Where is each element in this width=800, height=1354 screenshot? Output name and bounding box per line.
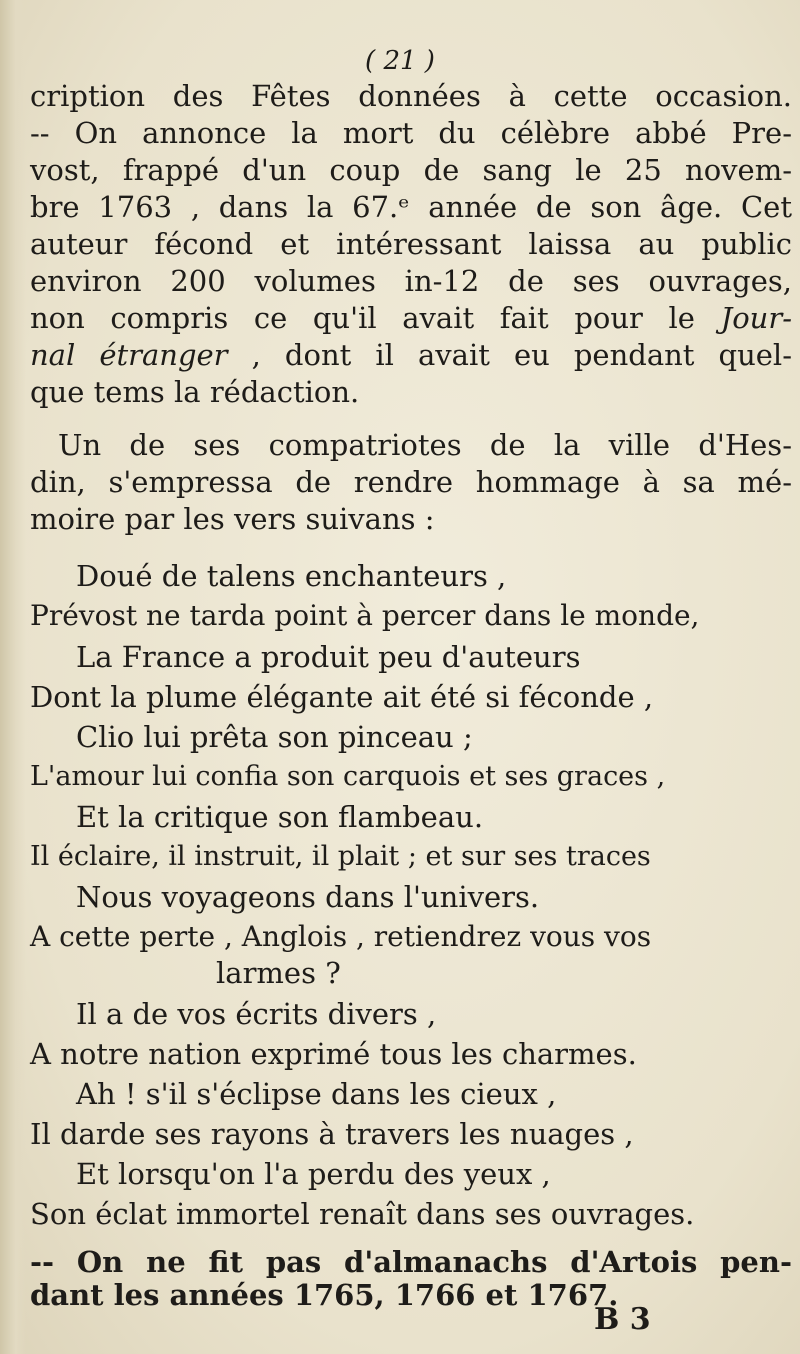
poem-line: Et lorsqu'on l'a perdu des yeux ,	[76, 1157, 551, 1191]
poem-line: Nous voyageons dans l'univers.	[76, 880, 540, 914]
text-line: moire par les vers suivans :	[30, 502, 435, 536]
text-line: vost, frappé d'un coup de sang le 25 novem-	[30, 153, 792, 187]
italic-title: nal étranger	[30, 338, 228, 372]
signature-mark: B 3	[594, 1302, 651, 1337]
poem-line: Et la critique son flambeau.	[76, 800, 484, 834]
poem-line: Doué de talens enchanteurs ,	[76, 559, 507, 593]
poem-line: Il a de vos écrits divers ,	[76, 997, 437, 1031]
poem-line: larmes ?	[216, 956, 341, 990]
text-line: -- On ne fit pas d'almanachs d'Artois pen-	[30, 1245, 792, 1279]
text-segment: , dont il avait eu pendant quel-	[227, 338, 792, 372]
poem-line: A notre nation exprimé tous les charmes.	[30, 1037, 637, 1071]
poem-line: Il éclaire, il instruit, il plait ; et sur ses traces	[30, 841, 651, 872]
text-line	[30, 300, 792, 336]
poem-line: L'amour lui confia son carquois et ses graces ,	[30, 761, 666, 792]
page-number: ( 21 )	[365, 46, 435, 76]
text-line: bre 1763 , dans la 67.ᵉ année de son âge. Cet	[30, 190, 792, 224]
text-line	[30, 337, 792, 373]
text-line: cription des Fêtes données à cette occasion.	[30, 79, 792, 113]
italic-title: Jour-	[720, 301, 792, 335]
poem-line: Ah ! s'il s'éclipse dans les cieux ,	[76, 1077, 557, 1111]
text-line: que tems la rédaction.	[30, 375, 360, 409]
text-line: auteur fécond et intéressant laissa au public	[30, 227, 792, 261]
text-line: dant les années 1765, 1766 et 1767.	[30, 1278, 619, 1312]
poem-line: Prévost ne tarda point à percer dans le monde,	[30, 599, 700, 632]
poem-line: La France a produit peu d'auteurs	[76, 640, 581, 674]
poem-line: Il darde ses rayons à travers les nuages ,	[30, 1117, 634, 1151]
text-line: environ 200 volumes in-12 de ses ouvrages,	[30, 264, 792, 298]
page-gutter	[0, 0, 26, 1354]
text-segment: non compris ce qu'il avait fait pour le	[30, 301, 721, 335]
poem-line: Clio lui prêta son pinceau ;	[76, 720, 473, 754]
poem-line: A cette perte , Anglois , retiendrez vous vos	[30, 920, 652, 953]
poem-line: Son éclat immortel renaît dans ses ouvrages.	[30, 1197, 695, 1231]
poem-line: Dont la plume élégante ait été si féconde ,	[30, 680, 654, 714]
text-line: din, s'empressa de rendre hommage à sa mé-	[30, 465, 792, 499]
text-line: Un de ses compatriotes de la ville d'Hes-	[58, 428, 792, 462]
text-line: -- On annonce la mort du célèbre abbé Pre-	[30, 116, 792, 150]
